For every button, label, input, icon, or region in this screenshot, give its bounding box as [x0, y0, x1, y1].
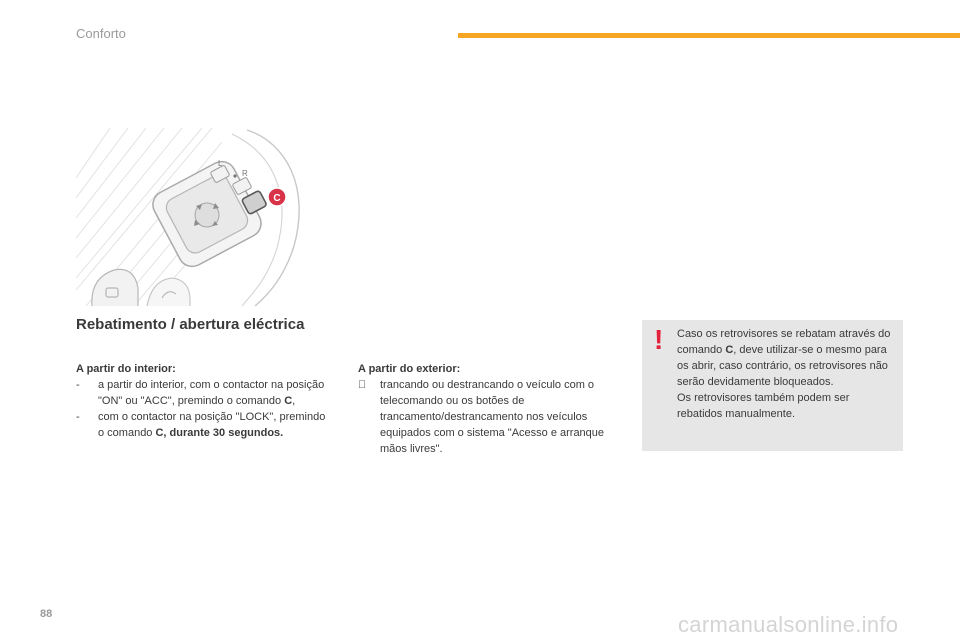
item-text: trancando ou destrancando o veículo com o telecomando ou os botões de trancamento/destrancamento nos veículos equipados com o sistema "Acesso e arranque mãos livres". — [380, 379, 605, 455]
exterior-item — [358, 377, 623, 457]
exterior-column — [358, 361, 623, 457]
warning-text-bold: C — [725, 344, 734, 356]
interior-column — [76, 361, 326, 441]
item-tail: , — [292, 395, 296, 407]
accent-bar — [458, 33, 960, 38]
item-marker: - — [76, 379, 80, 391]
item-marker — [358, 377, 366, 393]
switch-label-right: R — [242, 169, 248, 178]
watermark: carmanualsonline.info — [678, 612, 899, 637]
item-text: a partir do interior, com o contactor na posição "ON" ou "ACC", premindo o comando — [98, 379, 325, 407]
section-label: Conforto — [76, 26, 126, 41]
callout-label: C — [273, 193, 281, 204]
section-title: Rebatimento / abertura eléctrica — [76, 316, 305, 333]
item-text: com o contactor na posição "LOCK", premindo o comando — [98, 411, 326, 439]
warning-paragraph: Os retrovisores também podem ser rebatidos manualmente. — [677, 392, 850, 420]
warning-text-part: Caso os retrovisores se rebatam através do comando — [677, 328, 891, 356]
interior-item — [76, 409, 326, 441]
interior-item — [76, 377, 326, 409]
warning-text-part: , deve utilizar-se o mesmo para os abrir, caso contrário, os retrovisores não serão devidamente bloqueados. — [677, 344, 888, 388]
warning-box — [642, 320, 903, 451]
exterior-heading: A partir do exterior: — [358, 363, 461, 375]
interior-heading: A partir do interior: — [76, 363, 176, 375]
mirror-control-illustration — [72, 128, 332, 306]
item-marker: - — [76, 411, 80, 423]
warning-icon: ! — [654, 324, 664, 355]
page-number: 88 — [40, 608, 53, 620]
switch-label-left: L — [218, 159, 223, 168]
warning-text — [677, 326, 895, 422]
item-bold: C, durante 30 segundos. — [155, 427, 284, 439]
warning-paragraph — [677, 326, 895, 390]
item-bold: C — [284, 395, 293, 407]
